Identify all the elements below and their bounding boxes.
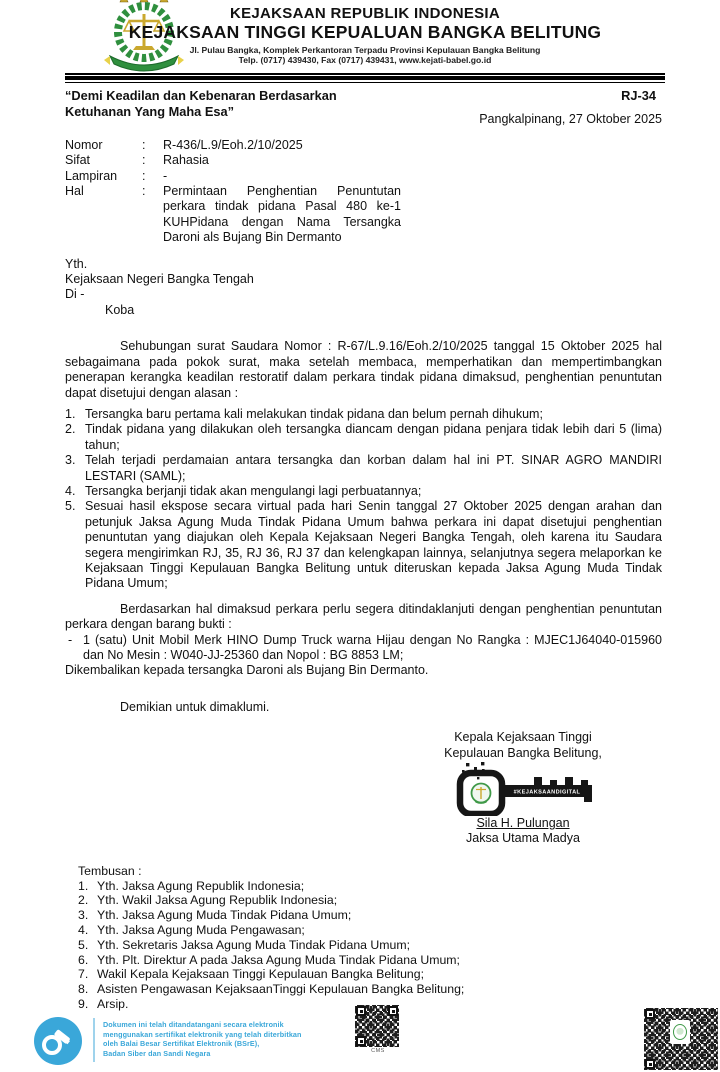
motto-line1: “Demi Keadilan dan Kebenaran Berdasarkan [65,88,337,103]
reasons-list [65,407,662,592]
dash-bullet: - [68,632,73,647]
qr-caption: CMS [371,1048,385,1054]
footer-disclaimer [103,1020,302,1058]
item-text: Yth. Jaksa Agung Republik Indonesia; [97,878,305,893]
recipient-di: Di - [65,287,85,302]
item-text: Yth. Sekretaris Jaksa Agung Muda Tindak Pidana Umum; [97,937,411,952]
footer-divider [93,1018,95,1062]
item-text: Yth. Jaksa Agung Muda Pengawasan; [97,923,305,938]
item-text: Telah terjadi perdamaian antara tersangka dan korban dalam hal ini PT. SINAR AGRO MANDIRI LESTARI (SAML); [85,453,662,483]
org-contact: Telp. (0717) 439430, Fax (0717) 439431, www.kejati-babel.go.id [238,55,492,65]
meta-value: Rahasia [163,153,209,168]
signatory-name: Sila H. Pulungan [476,816,570,831]
motto [65,88,337,128]
item-number: 6. [78,952,89,967]
list-item [65,422,662,453]
recipient-salutation: Yth. [65,256,88,271]
meta-label: Sifat [65,153,91,168]
list-item [65,499,662,591]
footer [0,1008,720,1072]
item-number: 1. [78,878,89,893]
dateline: Pangkalpinang, 27 Oktober 2025 [479,112,662,127]
meta-row-sifat [65,153,662,168]
qr-embedded-logo-icon [670,1020,690,1044]
item-text: Yth. Wakil Jaksa Agung Republik Indonesia; [97,893,338,908]
letter-body [65,88,662,1012]
tembusan-item [78,893,662,908]
org-name-line2: KEJAKSAAN TINGGI KEPUALUAN BANGKA BELITUNG [128,22,602,42]
disclaimer-line: Dokumen ini telah ditandatangani secara elektronik [103,1020,284,1030]
item-text: Tindak pidana yang dilakukan oleh tersangka diancam dengan pidana penjara tidak lebih dari 5 (lima) tahun; [85,422,662,452]
signatory-title-line1: Kepala Kejaksaan Tinggi [454,730,592,745]
letterhead [65,0,665,65]
doc-code: RJ-34 [621,88,656,103]
item-text: Tersangka baru pertama kali melakukan tindak pidana dan belum pernah dihukum; [85,406,543,421]
meta-label: Lampiran [65,168,118,183]
tembusan-item [78,953,662,968]
item-text: Wakil Kepala Kejaksaan Tinggi Kepulauan Bangka Belitung; [97,967,424,982]
item-number: 3. [65,453,76,468]
tembusan-title: Tembusan : [78,863,142,878]
disclaimer-line: Badan Siber dan Sandi Negara [103,1048,211,1058]
item-number: 5. [65,499,76,514]
meta-separator: : [142,184,146,199]
item-text: Arsip. [97,997,129,1012]
item-text: Asisten Pengawasan KejaksaanTinggi Kepulauan Bangka Belitung; [97,982,465,997]
evidence-item [65,633,662,664]
bsre-logo-icon [33,1016,83,1066]
meta-value: Permintaan Penghentian Penuntutan perkara tindak pidana Pasal 480 ke-1 KUHPidana dengan Nama Tersangka Daroni als Bujang Bin Dermanto [163,184,401,245]
meta-label: Hal [65,184,84,199]
closing-paragraph: Berdasarkan hal dimaksud perkara perlu segera ditindaklanjuti dengan penghentian penuntutan perkara dengan barang bukti : [65,601,662,632]
verification-qr-large [644,1008,718,1070]
item-text: Yth. Plt. Direktur A pada Jaksa Agung Muda Tindak Pidana Umum; [97,952,460,967]
header-divider [65,73,665,83]
meta-value: R-436/L.9/Eoh.2/10/2025 [163,137,303,152]
tembusan-item [78,967,662,982]
item-number: 3. [78,908,89,923]
item-number: 9. [78,997,89,1012]
item-number: 4. [65,483,76,498]
motto-line2: Ketuhanan Yang Maha Esa” [65,104,235,119]
digital-signature-stamp-icon [438,762,608,816]
org-address: Jl. Pulau Bangka, Komplek Perkantoran Terpadu Provinsi Kepulauan Bangka Belitung [189,45,541,55]
meta-row-lampiran [65,169,662,184]
tembusan-item [78,938,662,953]
item-number: 1. [65,406,76,421]
meta-separator: : [142,168,146,183]
disclaimer-line: menggunakan sertifikat elektronik yang telah diterbitkan [103,1029,302,1039]
list-item [65,453,662,484]
item-number: 2. [65,422,76,437]
verification-qr-small [355,1005,401,1054]
evidence-note: Dikembalikan kepada tersangka Daroni als Bujang Bin Dermanto. [65,663,429,678]
item-number: 5. [78,937,89,952]
stamp-text: #KEJAKSAANDIGITAL [513,789,581,796]
item-number: 8. [78,982,89,997]
tembusan-item [78,879,662,894]
meta-separator: : [142,137,146,152]
recipient-city: Koba [105,302,135,317]
item-number: 7. [78,967,89,982]
tembusan-item [78,982,662,997]
opening-paragraph: Sehubungan surat Saudara Nomor : R-67/L.9.16/Eoh.2/10/2025 tanggal 15 Oktober 2025 hal sebagaimana pada pokok surat, maka setelah membaca, memperhatikan dan mempertimbangkan penerapan kerangka keadilan restoratif dalam perkara tindak pidana dimaksud, penghentian penuntutan dapat disetujui dengan alasan : [65,339,662,400]
meta-row-nomor [65,138,662,153]
tembusan-item [78,908,662,923]
item-text: Yth. Jaksa Agung Muda Tindak Pidana Umum; [97,908,352,923]
org-name-line1: KEJAKSAAN REPUBLIK INDONESIA [229,5,501,22]
meta-block [65,138,662,246]
signatory-rank: Jaksa Utama Madya [466,831,580,846]
final-paragraph: Demikian untuk dimaklumi. [120,699,270,714]
list-item [65,407,662,422]
meta-value: - [163,168,168,183]
list-item [65,484,662,499]
item-number: 2. [78,893,89,908]
signatory-title-line2: Kepulauan Bangka Belitung, [444,745,602,760]
item-text: Sesuai hasil ekspose secara virtual pada hari Senin tanggal 27 Oktober 2025 dengan arahan dan petunjuk Jaksa Agung Muda Tindak Pidana Umum bahwa perkara ini dapat disetujui penghentian penuntutan yang diajukan oleh Kepala Kejaksaan Negeri Bangka Tengah, oleh karena itu Saudara segera mengirimkan RJ, 35, RJ 36, RJ 37 dan kelengkapan lainnya, selanjutnya segera melaporkan ke Kejaksaan Tinggi Kepulauan Bangka Belitung untuk diteruskan kepada Jaksa Agung Muda Tindak Pidana Umum; [85,499,662,591]
meta-label: Nomor [65,137,103,152]
tembusan-block [78,864,662,1012]
meta-row-hal [65,184,662,246]
meta-separator: : [142,153,146,168]
item-text: Tersangka berjanji tidak akan mengulangi lagi perbuatannya; [85,483,422,498]
recipient-block [65,257,662,319]
item-number: 4. [78,923,89,938]
recipient-name: Kejaksaan Negeri Bangka Tengah [65,272,254,287]
tembusan-item [78,923,662,938]
disclaimer-line: oleh Balai Besar Sertifikat Elektronik (BSrE), [103,1039,260,1049]
evidence-text: 1 (satu) Unit Mobil Merk HINO Dump Truck warna Hijau dengan No Rangka : MJEC1J64040-015960 dan No Mesin : W040-JJ-25360 dan Nopol : BG 8853 LM; [83,632,662,662]
signature-block [383,730,663,847]
